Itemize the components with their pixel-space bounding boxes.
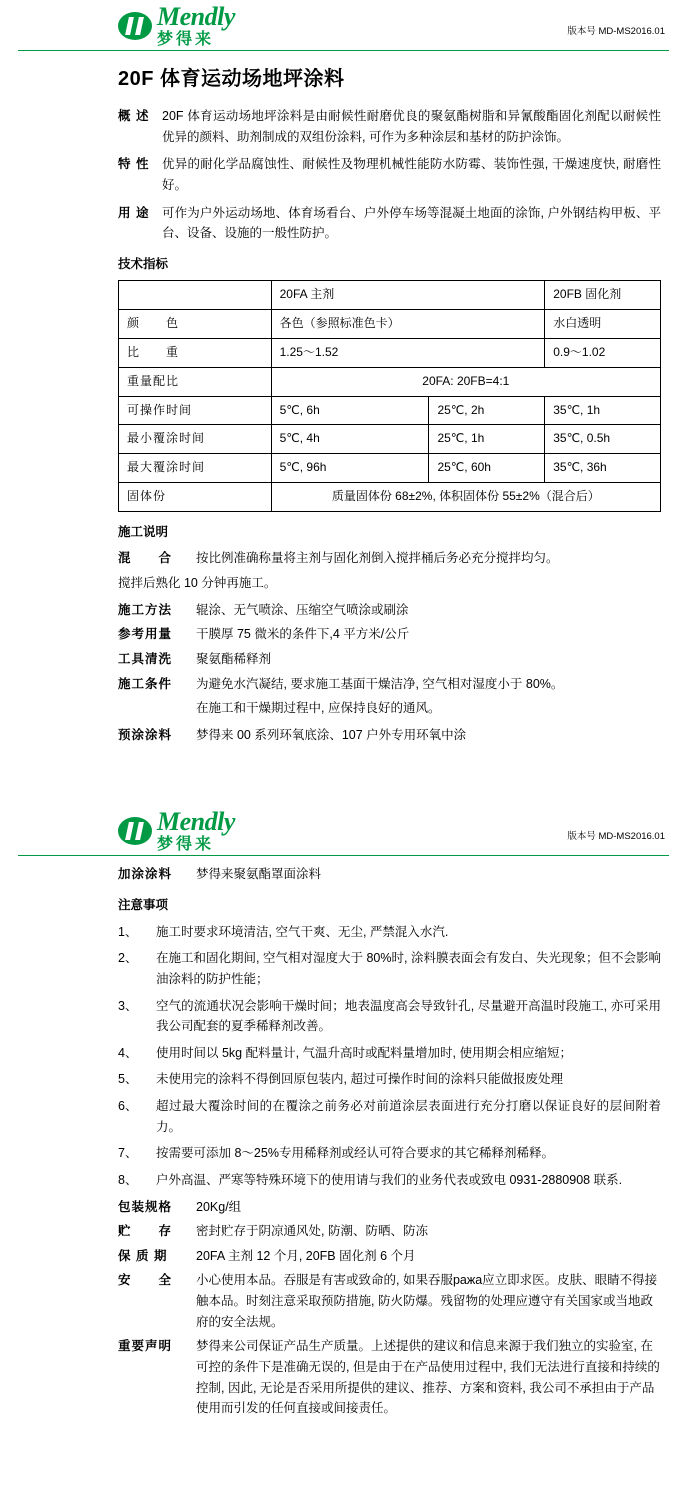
table-cell-value: 35℃, 36h bbox=[545, 454, 661, 483]
brand-latin-name: Mendly bbox=[157, 2, 235, 31]
list-item-text: 使用时间以 5kg 配料量计, 气温升高时或配料量增加时, 使用期会相应缩短； bbox=[156, 1045, 572, 1060]
construction-mixing bbox=[118, 548, 661, 569]
packaging-text: 20Kg/组 bbox=[196, 1199, 242, 1214]
disclaimer-label: 重要声明 bbox=[118, 1339, 173, 1354]
table-cell-header-1: 20FA 主剂 bbox=[271, 281, 545, 310]
table-row bbox=[119, 310, 661, 339]
disclaimer-row bbox=[118, 1336, 661, 1419]
table-cell-value: 5℃, 4h bbox=[271, 425, 429, 454]
list-item bbox=[118, 948, 661, 989]
table-row bbox=[119, 482, 661, 511]
page-title: 20F 体育运动场地坪涂料 bbox=[118, 68, 345, 90]
storage-text: 密封贮存于阴凉通风处, 防潮、防晒、防冻 bbox=[196, 1224, 428, 1239]
construction-method bbox=[118, 600, 661, 621]
construction-method-text: 辊涂、无气喷涂、压缩空气喷涂或刷涂 bbox=[196, 602, 409, 617]
shelf-life-text: 20FA 主剂 12 个月, 20FB 固化剂 6 个月 bbox=[196, 1248, 416, 1263]
version-number-1: 版本号 MD-MS2016.01 bbox=[567, 26, 665, 37]
notes-heading: 注意事项 bbox=[118, 898, 169, 912]
list-item-number: 8、 bbox=[118, 1172, 138, 1187]
table-row bbox=[119, 338, 661, 367]
table-cell-label: 重量配比 bbox=[119, 367, 272, 396]
document-body-1 bbox=[0, 106, 687, 745]
construction-coverage-text: 干膜厚 75 微米的条件下,4 平方米/公斤 bbox=[196, 627, 410, 642]
construction-conditions-text: 为避免水汽凝结, 要求施工基面干燥洁净, 空气相对湿度小于 80%。 bbox=[196, 676, 564, 691]
table-row-header bbox=[119, 281, 661, 310]
table-row bbox=[119, 454, 661, 483]
page-header-1 bbox=[0, 0, 687, 46]
list-item-number: 6、 bbox=[118, 1099, 138, 1113]
list-item bbox=[118, 1143, 661, 1164]
construction-cleaning-text: 聚氨酯稀释剂 bbox=[196, 651, 272, 666]
brand-logo-2 bbox=[118, 809, 235, 853]
mendly-logo-icon bbox=[118, 12, 152, 40]
construction-method-label: 施工方法 bbox=[118, 602, 173, 617]
brand-text-2 bbox=[157, 809, 235, 853]
construction-primer-label: 预涂涂料 bbox=[118, 727, 173, 742]
table-cell-label: 可操作时间 bbox=[119, 396, 272, 425]
construction-coverage-label: 参考用量 bbox=[118, 627, 173, 642]
construction-mixing-label: 混 合 bbox=[118, 551, 173, 566]
storage-row bbox=[118, 1221, 661, 1242]
list-item-text: 施工时要求环境清洁, 空气干爽、无尘, 严禁混入水汽. bbox=[156, 924, 449, 939]
disclaimer-text: 梦得来公司保证产品生产质量。上述提供的建议和信息来源于我们独立的实验室, 在可控的条件下是准确无误的, 但是由于在产品使用过程中, 我们无法进行直接和持续的控制, 因此, 无论是否采用所提供的建议、推荐、方案和资料, 我公司不承担由于产品使用而引发的任何直接或间接责任。 bbox=[196, 1339, 660, 1416]
packaging-row bbox=[118, 1197, 661, 1218]
table-row bbox=[119, 367, 661, 396]
table-cell-label: 最大覆涂时间 bbox=[119, 454, 272, 483]
table-cell-value: 25℃, 2h bbox=[429, 396, 545, 425]
table-cell-label: 固体份 bbox=[119, 482, 272, 511]
table-cell-value: 质量固体份 68±2%, 体积固体份 55±2%（混合后） bbox=[271, 482, 660, 511]
page-bottom-padding bbox=[0, 1423, 687, 1449]
list-item bbox=[118, 1096, 661, 1137]
packaging-label: 包装规格 bbox=[118, 1199, 173, 1214]
table-row bbox=[119, 425, 661, 454]
spec-table bbox=[118, 280, 661, 511]
list-item-text: 未使用完的涂料不得倒回原包装内, 超过可操作时间的涂料只能做报废处理 bbox=[156, 1072, 563, 1087]
table-cell-value: 1.25～1.52 bbox=[271, 338, 545, 367]
list-item-number: 2、 bbox=[118, 951, 138, 966]
list-item-number: 5、 bbox=[118, 1072, 138, 1087]
construction-heading: 施工说明 bbox=[118, 524, 169, 539]
construction-primer-text: 梦得来 00 系列环氧底涂、107 户外专用环氧中涂 bbox=[196, 727, 467, 742]
safety-label: 安 全 bbox=[118, 1273, 173, 1288]
construction-mixing-text: 按比例准确称量将主剂与固化剂倒入搅拌桶后务必充分搅拌均匀。 bbox=[196, 551, 559, 566]
list-item-text: 在施工和固化期间, 空气相对湿度大于 80%时, 涂料膜表面会有发白、失光现象；但不会影响油涂料的防护性能； bbox=[156, 951, 661, 986]
construction-conditions-label: 施工条件 bbox=[118, 676, 173, 691]
document-body-2 bbox=[0, 856, 687, 1418]
brand-chinese-name: 梦得来 bbox=[157, 836, 215, 854]
list-item-text: 超过最大覆涂时间的在覆涂之前务必对前道涂层表面进行充分打磨以保证良好的层间附着力。 bbox=[156, 1099, 661, 1134]
construction-cleaning-label: 工具清洗 bbox=[118, 651, 173, 666]
section-features-text: 优异的耐化学品腐蚀性、耐候性及物理机械性能防水防霉、装饰性强, 干燥速度快, 耐磨性好。 bbox=[162, 157, 661, 192]
mendly-logo-icon bbox=[118, 817, 152, 845]
construction-conditions bbox=[118, 674, 661, 695]
section-usage-label: 用 途 bbox=[118, 205, 150, 220]
table-cell-label: 比 重 bbox=[119, 338, 272, 367]
list-item-number: 1、 bbox=[118, 924, 138, 939]
list-item-number: 7、 bbox=[118, 1146, 138, 1161]
construction-cleaning bbox=[118, 649, 661, 670]
table-cell-value: 各色（参照标准色卡） bbox=[271, 310, 545, 339]
brand-chinese-name: 梦得来 bbox=[157, 31, 215, 48]
construction-primer bbox=[118, 725, 661, 746]
safety-text: 小心使用本品。吞服是有害或致命的, 如果吞服ража应立即求医。皮肤、眼睛不得接触本品。时刻注意采取预防措施, 防火防爆。残留物的处理应遵守有关国家或当地政府的安全法规。 bbox=[196, 1273, 658, 1329]
table-cell-value: 20FA: 20FB=4:1 bbox=[271, 367, 660, 396]
header-divider-1 bbox=[18, 50, 669, 51]
table-cell-label: 最小覆涂时间 bbox=[119, 425, 272, 454]
section-overview-label: 概 述 bbox=[118, 109, 150, 123]
brand-logo bbox=[118, 4, 235, 48]
list-item-text: 户外高温、严寒等特殊环境下的使用请与我们的业务代表或致电 0931-2880908 联系. bbox=[156, 1172, 623, 1187]
table-row bbox=[119, 396, 661, 425]
list-item-text: 空气的流通状况会影响干燥时间；地表温度高会导致针孔, 尽量避开高温时段施工, 亦可采用我公司配套的夏季稀释剂改善。 bbox=[156, 998, 661, 1034]
spec-heading: 技术指标 bbox=[118, 256, 169, 271]
list-item-number: 4、 bbox=[118, 1045, 138, 1060]
table-cell-value: 25℃, 1h bbox=[429, 425, 545, 454]
list-item-text: 按需要可添加 8～25%专用稀释剂或经认可符合要求的其它稀释剂稀释。 bbox=[156, 1146, 554, 1161]
page-header-2 bbox=[0, 805, 687, 854]
safety-row bbox=[118, 1270, 661, 1332]
topcoat-label: 加涂涂料 bbox=[118, 867, 173, 882]
section-usage-text: 可作为户外运动场地、体育场看台、户外停车场等混凝土地面的涂饰, 户外钢结构甲板、平台、设备、设施的一般性防护。 bbox=[162, 205, 661, 241]
brand-latin-name: Mendly bbox=[157, 807, 235, 837]
table-cell-value: 35℃, 1h bbox=[545, 396, 661, 425]
section-usage bbox=[118, 203, 661, 244]
list-item bbox=[118, 1170, 661, 1191]
section-overview bbox=[118, 106, 661, 147]
topcoat-row bbox=[118, 864, 661, 885]
section-overview-text: 20F 体育运动场地坪涂料是由耐候性耐磨优良的聚氨酯树脂和异氰酸酯固化剂配以耐候性优异的颜料、助剂制成的双组份涂料, 可作为多种涂层和基材的防护涂饰。 bbox=[162, 109, 661, 144]
shelf-life-label: 保 质 期 bbox=[118, 1248, 168, 1263]
page-break bbox=[0, 749, 687, 805]
table-cell-label: 颜 色 bbox=[119, 310, 272, 339]
list-item bbox=[118, 1069, 661, 1090]
version-number-2: 版本号 MD-MS2016.01 bbox=[567, 831, 665, 843]
table-cell-value: 5℃, 6h bbox=[271, 396, 429, 425]
topcoat-text: 梦得来聚氨酯罩面涂料 bbox=[196, 867, 322, 882]
table-cell-value: 水白透明 bbox=[545, 310, 661, 339]
list-item bbox=[118, 922, 661, 943]
table-cell-value: 0.9～1.02 bbox=[545, 338, 661, 367]
construction-mixing-continued: 搅拌后熟化 10 分钟再施工。 bbox=[118, 576, 277, 590]
table-cell-value: 5℃, 96h bbox=[271, 454, 429, 483]
section-features-label: 特 性 bbox=[118, 157, 150, 172]
table-cell-header-2: 20FB 固化剂 bbox=[545, 281, 661, 310]
construction-coverage bbox=[118, 624, 661, 645]
list-item bbox=[118, 996, 661, 1037]
brand-text bbox=[157, 4, 235, 48]
table-cell-value: 25℃, 60h bbox=[429, 454, 545, 483]
construction-conditions-continued: 在施工和干燥期过程中, 应保持良好的通风。 bbox=[196, 701, 441, 716]
storage-label: 贮 存 bbox=[118, 1224, 173, 1239]
table-cell-header-0 bbox=[119, 281, 272, 310]
list-item bbox=[118, 1043, 661, 1064]
list-item-number: 3、 bbox=[118, 998, 138, 1013]
section-features bbox=[118, 154, 661, 195]
table-cell-value: 35℃, 0.5h bbox=[545, 425, 661, 454]
shelf-life-row bbox=[118, 1246, 661, 1267]
